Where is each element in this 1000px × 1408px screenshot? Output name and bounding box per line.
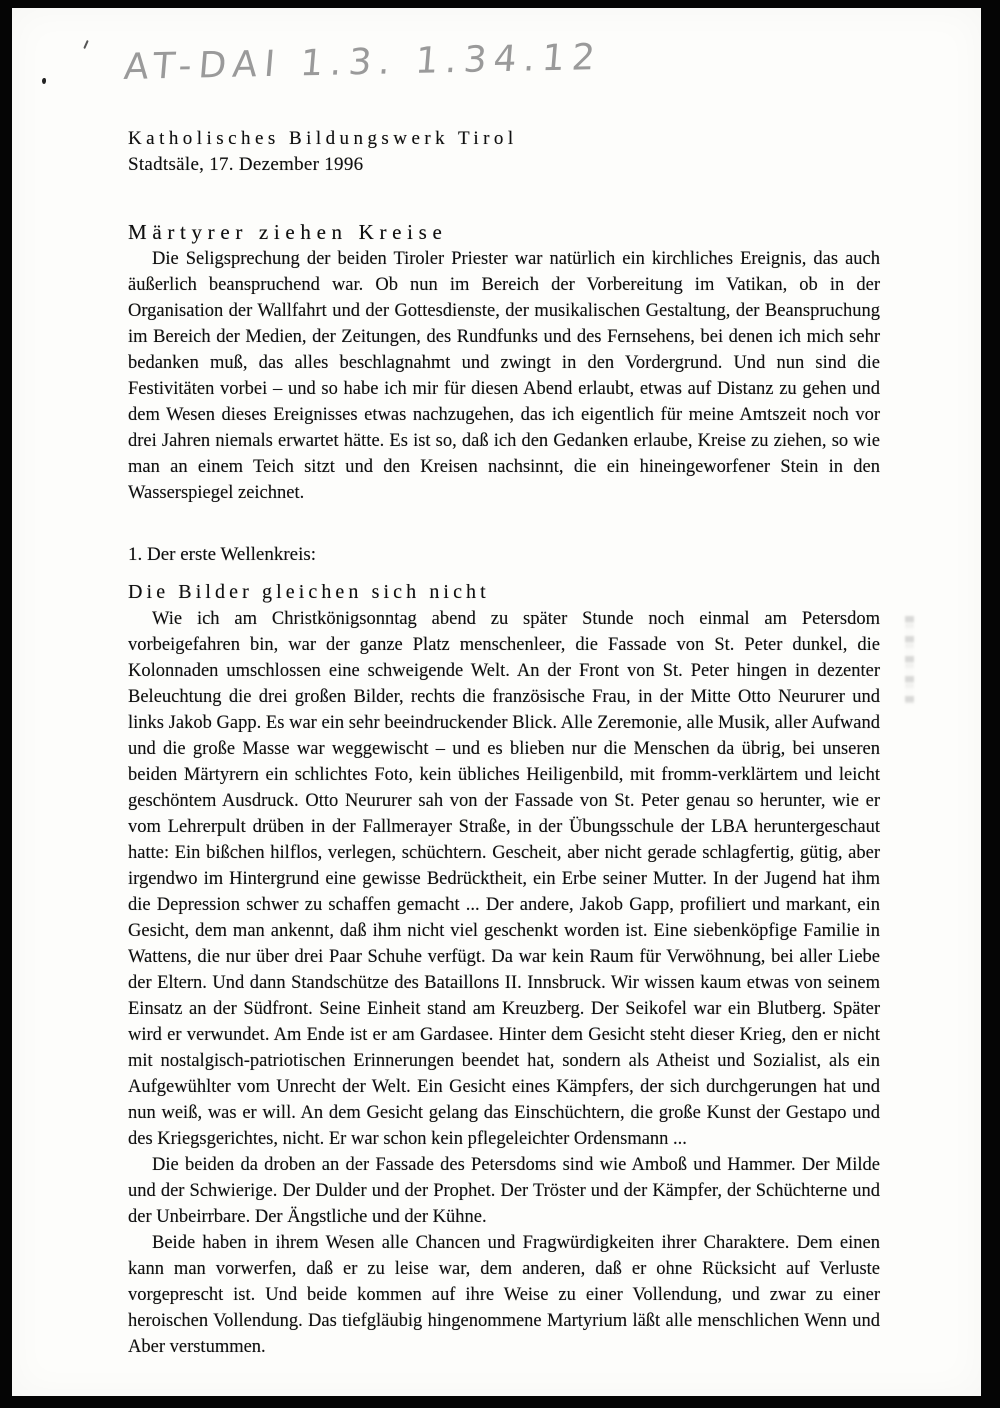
document-title: Märtyrer ziehen Kreise [128, 220, 448, 244]
paragraph-wellenkreis: Wie ich am Christkönigsonntag abend zu später Stunde noch einmal am Petersdom vorbeigefahren bin, war der ganze Platz menschenleer, die Fassade von St. Peter dunkel, die Kolonnaden umschlossen eine schweigende Welt. An der Front von St. Peter hingen in dezenter Beleuchtung die drei großen Bilder, rechts die französische Frau, in der Mitte Otto Neururer und links Jakob Gapp. Es war ein sehr beeindruckender Blick. Alle Zeremonie, alle Musik, aller Aufwand und die große Masse war weggewischt – und es blieben nur die Menschen da übrig, bei unseren beiden Märtyrern ein schlichtes Foto, kein übliches Heiligenbild, mit fromm-verklärtem und leicht geschöntem Ausdruck. Otto Neururer sah von der Fassade von St. Peter genau so herunter, wie er vom Lehrerpult drüben in der Fallmerayer Straße, in der Übungsschule der LBA heruntergeschaut hatte: Ein bißchen hilflos, verlegen, schüchtern. Gescheit, aber nicht gerade schlagfertig, gütig, aber irgendwo im Hintergrund eine gewisse Bedrücktheit, ein Erbe seiner Mutter. In der Jugend hat ihm die Depression schwer zu schaffen gemacht ... Der andere, Jakob Gapp, profiliert und markant, ein Gesicht, dem man ankennt, daß ihm nicht viel geschenkt worden ist. Eine siebenköpfige Familie in Wattens, die nur über drei Paar Schuhe verfügt. Da war kein Raum für Verwöhnung, bei aller Liebe der Eltern. Und dann Standschütze des Bataillons II. Innsbruck. Wir wissen kaum etwas von seinem Einsatz an der Südfront. Seine Einheit stand am Kreuzberg. Der Seikofel war ein Blutberg. Später wird er verwundet. Am Ende ist er am Gardasee. Hinter dem Gesicht steht dieser Krieg, den er nicht mit nostalgisch-patriotischen Erinnerungen beendet hat, sondern als Atheist und Sozialist, als ein Aufgewühlter vom Unrecht der Welt. Ein Gesicht eines Kämpfers, der sich durchgerungen hat und nun weiß, was er will. An dem Gesicht gelang das Einschüchtern, die große Kunst der Gestapo und des Kriegsgerichtes, nicht. Er war schon kein pflegeleichter Ordensmann ... [128, 609, 880, 1149]
paragraph-beide: Beide haben in ihrem Wesen alle Chancen und Fragwürdigkeiten ihrer Charaktere. Dem einen kann man vorwerfen, daß er zu leise war, dem anderen, daß er ohne Rücksicht auf Verluste vorgeprescht ist. Und beide kommen auf ihre Weise zu einer Vollendung, und zwar zu einer heroischen Vollendung. Das tiefgläubig hingenommene Martyrium läßt alle menschlichen Wenn und Aber verstummen. [128, 1233, 880, 1357]
archive-shelfmark-annotation: AT-DAI 1.3. 1.34.12 [122, 36, 604, 89]
organization-name: Katholisches Bildungswerk Tirol [128, 128, 518, 149]
document-content [128, 126, 880, 1360]
paragraph-amboss-hammer: Die beiden da droben an der Fassade des Petersdoms sind wie Amboß und Hammer. Der Milde und der Schwierige. Der Dulder und der Prophet. Der Tröster und der Kämpfer, der Schüchterne und der Unbeirrbare. Der Ängstliche und der Kühne. [128, 1155, 880, 1227]
section-number-label: 1. Der erste Wellenkreis: [128, 544, 317, 565]
venue-date-line: Stadtsäle, 17. Dezember 1996 [128, 154, 364, 175]
ink-speck-dot [42, 78, 46, 84]
section-heading: Die Bilder gleichen sich nicht [128, 581, 490, 603]
document-page [12, 8, 981, 1396]
scan-smudge-artifact [905, 616, 914, 704]
ink-speck-tick [83, 40, 88, 49]
paragraph-intro: Die Seligsprechung der beiden Tiroler Priester war natürlich ein kirchliches Ereignis, das auch äußerlich beanspruchend war. Ob nun im Bereich der Vorbereitung im Vatikan, ob in der Organisation der Wallfahrt und der Gottesdienste, der musikalischen Gestaltung, der Beanspruchung im Bereich der Medien, der Zeitungen, des Rundfunks und des Fernsehens, bei denen ich mich sehr bedanken muß, das alles beschlagnahmt und zwingt in den Vordergrund. Und nun sind die Festivitäten vorbei – und so habe ich mir für diesen Abend erlaubt, etwas auf Distanz zu gehen und dem Wesen dieses Ereignisses etwas nachzugehen, das ich eigentlich für meine Amtszeit noch vor drei Jahren niemals erwartet hätte. Es ist so, daß ich den Gedanken erlaube, Kreise zu ziehen, so wie man an einem Teich sitzt und den Kreisen nachsinnt, die ein hineingeworfener Stein in den Wasserspiegel zeichnet. [128, 249, 880, 503]
